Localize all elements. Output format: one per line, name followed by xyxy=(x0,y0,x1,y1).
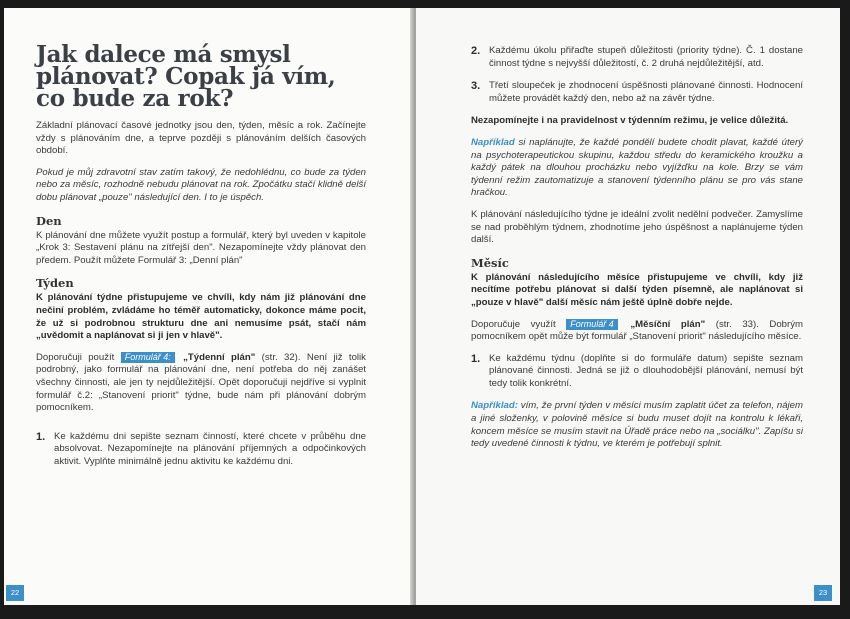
left-page xyxy=(4,8,414,605)
numbered-item xyxy=(471,45,803,70)
page-number: 23 xyxy=(814,585,832,601)
next-week-paragraph: K plánování následujícího týdne je ideální zvolit nedělní podvečer. Zamyslíme se nad proběhlým týdnem, zhodnotíme jeho úspěšnost a naplánujeme týden další. xyxy=(471,208,803,246)
example-paragraph xyxy=(471,400,803,450)
form-title: „Týdenní plán" xyxy=(183,351,256,363)
page-heading: Jak dalece má smysl plánovat? Copak já vím, co bude za rok? xyxy=(36,41,336,112)
recommend-pre-text: Doporučuje využít xyxy=(471,318,556,330)
section-heading-mesic: Měsíc xyxy=(471,255,509,270)
recommend-paragraph xyxy=(471,319,803,344)
mesic-paragraph: K plánování následujícího měsíce přistupujeme ve chvíli, kdy již necítíme potřebu plánovat si další týden písemně, ale naplánovat si „pouze v hlavě" další měsíc nám ještě úplně dobře nejde. xyxy=(471,271,803,308)
item-number: 2. xyxy=(471,45,481,57)
item-text: Každému úkolu přiřaďte stupeň důležitosti (priority týdne). Č. 1 dostane činnost týdne s nejvyšší důležitostí, č. 2 druhá nejdůležitější, atd. xyxy=(489,45,803,69)
item-number: 3. xyxy=(471,80,481,93)
recommend-post-text: (str. 33). Dobrým pomocníkem opět může být formulář „Stanovení priorit" následujícího měsíce. xyxy=(471,318,803,343)
numbered-item xyxy=(36,431,366,469)
right-page-content xyxy=(471,45,803,460)
item-text: Ke každému dni sepište seznam činností, které chcete v průběhu dne absolvovat. Nezapomínejte na plánování příjemných a odpočinkových aktivit. Vyplňte minimálně jednu aktivitu ke každému dni. xyxy=(54,430,366,467)
example-lead: Například: xyxy=(471,400,518,412)
intro-paragraph: Základní plánovací časové jednotky jsou den, týden, měsíc a rok. Začínejte vždy s plánováním dne, a teprve později s plánováním delších časových období. xyxy=(36,120,366,157)
recommend-post-text: (str. 32). Není již tolik podrobný, jako formulář na plánování dne, není potřeba do něj zanášet všechny činnosti, ale jen ty nejdůležitější. Opět doporučuji nejdříve si vyplnit formulář č.2: „Stanovení priorit" týdne, bude nám při plánování dobrým pomocníkem. xyxy=(36,351,366,414)
tyden-paragraph: K plánování týdne přistupujeme ve chvíli, kdy nám již plánování dne nečiní problém, zvládáme ho téměř automaticky, dokonce máme pocit, že už si podrobnou strukturu dne ani nemusíme psát, stačí nám „uvědomit a naplánovat si ji jen v hlavě". xyxy=(36,292,366,342)
form-title: „Měsíční plán" xyxy=(630,318,706,330)
right-page xyxy=(416,8,840,605)
recommend-pre-text: Doporučuji použít xyxy=(36,351,115,363)
den-paragraph: K plánování dne můžete využít postup a formulář, který byl uveden v kapitole „Krok 3: Sestavení plánu na zítřejší den". Nezapomínejte vždy plánovat den předem. Použít můžete Formulář 3: „Denní plán" xyxy=(36,229,366,266)
example-lead: Například xyxy=(471,136,515,148)
left-page-content xyxy=(36,41,366,478)
item-number: 1. xyxy=(471,352,481,365)
item-text: Ke každému týdnu (doplňte si do formuláře datum) sepište seznam plánované činnosti. Jedná se již o dlouhodobější plánování, nemusí být tedy tolik konkrétní. xyxy=(489,352,803,389)
item-number: 1. xyxy=(36,430,46,443)
example-paragraph xyxy=(471,137,803,200)
page-number: 22 xyxy=(6,585,24,601)
section-heading-tyden: Týden xyxy=(36,276,74,291)
section-heading-den: Den xyxy=(36,213,62,228)
quote-paragraph: Pokud je můj zdravotní stav zatím takový, že nedohlédnu, co bude za týden nebo za měsíc, rozhodně nebudu plánovat na rok. Zpočátku stačí klidně delší dobu plánovat „pouze" následující den. I to je úspěch. xyxy=(36,166,366,203)
form-tag: Formulář 4: xyxy=(121,352,175,363)
item-text: Třetí sloupeček je zhodnocení úspěšnosti plánované činnosti. Hodnocení můžete provádět každý den, nebo až na závěr týdne. xyxy=(489,80,803,104)
numbered-item xyxy=(471,353,803,391)
example-text: vím, že první týden v měsíci musím zaplatit účet za telefon, nájem a jiné složenky, v polovině měsíce si budu muset dojít na kontrolu k lékaři, koncem měsíce se musím stavit na Úřadě práce nebo na „sociálku". Zapíšu si tedy uvedené činnosti k týdnu, ve kterém je potřebují splnit. xyxy=(471,400,803,450)
recommend-paragraph xyxy=(36,352,366,415)
example-text: si naplánujte, že každé pondělí budete chodit plavat, každé úterý na psychoterapeutickou skupinu, každou středu do keramického kroužku a každý pátek na dlouhou procházku nebo vyjížďku na kole. Brzy se vám týdenní režim zautomatizuje a stanovení týdenního plánu se pro vás stane hračkou. xyxy=(471,136,803,199)
important-note: Nezapomínejte i na pravidelnost v týdenním režimu, je velice důležitá. xyxy=(471,115,789,127)
form-tag: Formulář 4 xyxy=(566,319,618,330)
numbered-item xyxy=(471,80,803,105)
